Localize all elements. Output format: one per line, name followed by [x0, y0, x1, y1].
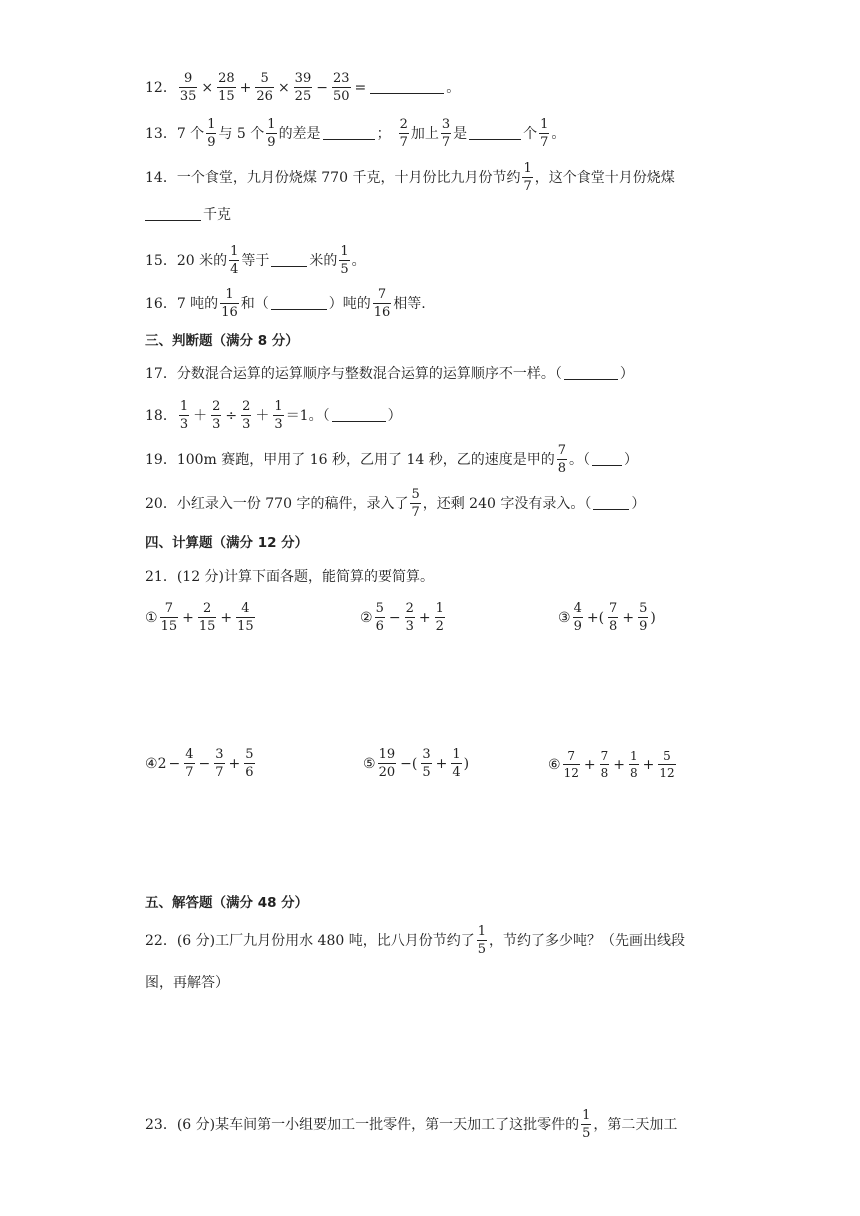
fraction: $\frac{23}{50}$ [332, 71, 350, 104]
fraction: $\frac{2}{3}$ [405, 601, 414, 634]
answer-blank[interactable] [332, 420, 386, 422]
fraction: $\frac{7}{8}$ [600, 749, 609, 780]
fraction: $\frac{1}{5}$ [582, 1108, 591, 1141]
fraction: $\frac{1}{9}$ [207, 117, 216, 150]
fraction: $\frac{39}{25}$ [294, 71, 312, 104]
fraction: $\frac{4}{9}$ [573, 601, 582, 634]
calc-item-5: ⑤ $\frac{19}{20}$ −( $\frac{3}{5}$ + $\frac{1}{4}$ ) [363, 747, 470, 780]
calc-item-3: ③ $\frac{4}{9}$ +( $\frac{7}{8}$ + $\frac{5}{9}$ ) [558, 601, 656, 634]
question-14-cont: 千克 [145, 208, 231, 222]
fraction: $\frac{3}{7}$ [441, 117, 451, 150]
fraction: $\frac{1}{5}$ [340, 244, 349, 277]
fraction: $\frac{5}{26}$ [256, 71, 273, 104]
answer-blank[interactable] [593, 508, 629, 510]
section-5-heading: 五、解答题（满分 48 分） [145, 895, 309, 911]
fraction: $\frac{5}{7}$ [411, 487, 420, 520]
fraction: $\frac{7}{8}$ [609, 601, 618, 634]
fraction: $\frac{19}{20}$ [378, 747, 396, 780]
fraction: $\frac{9}{35}$ [179, 71, 197, 104]
fraction: $\frac{2}{7}$ [399, 117, 408, 150]
answer-blank[interactable] [370, 92, 444, 94]
fraction: $\frac{5}{9}$ [639, 601, 648, 634]
answer-blank[interactable] [592, 464, 622, 466]
question-17: 17． 分数混合运算的运算顺序与整数混合运算的运算顺序不一样。（ ） [145, 366, 634, 382]
calc-item-1: ① $\frac{7}{15}$ + $\frac{2}{15}$ + $\frac{4}{15}$ [145, 601, 254, 634]
fraction: $\frac{1}{4}$ [230, 244, 239, 277]
fraction: $\frac{28}{15}$ [218, 71, 235, 104]
question-22: 22． (6 分)工厂九月份用水 480 吨，比八月份节约了 $\frac{1}{5}$ ，节约了多少吨？（先画出线段 [145, 924, 686, 957]
answer-blank[interactable] [323, 138, 375, 140]
section-3-heading: 三、判断题（满分 8 分） [145, 333, 299, 349]
question-18: 18． $\frac{1}{3}$ ＋ $\frac{2}{3}$ ÷ $\frac{2}{3}$ ＋ $\frac{1}{3}$ ＝1。（ ） [145, 399, 402, 432]
fraction: $\frac{1}{4}$ [452, 747, 461, 780]
calc-item-6: ⑥ $\frac{7}{12}$ + $\frac{7}{8}$ + $\frac{1}{8}$ + $\frac{5}{12}$ [548, 749, 675, 780]
question-14: 14． 一个食堂，九月份烧煤 770 千克，十月份比九月份节约 $\frac{1}{7}$ ，这个食堂十月份烧煤 [145, 161, 675, 194]
question-21: 21． (12 分)计算下面各题，能简算的要简算。 [145, 569, 435, 585]
fraction: $\frac{1}{16}$ [221, 287, 238, 320]
calc-item-2: ② $\frac{5}{6}$ − $\frac{2}{3}$ + $\frac{1}{2}$ [360, 601, 444, 634]
fraction: $\frac{5}{6}$ [375, 601, 384, 634]
fraction: $\frac{1}{2}$ [435, 601, 444, 634]
answer-blank[interactable] [271, 265, 307, 267]
fraction: $\frac{1}{3}$ [274, 399, 283, 432]
fraction: $\frac{2}{15}$ [198, 601, 216, 634]
fraction: $\frac{7}{16}$ [373, 287, 391, 320]
question-22-cont: 图，再解答） [145, 975, 229, 991]
calc-item-4: ④ 2 − $\frac{4}{7}$ − $\frac{3}{7}$ + $\frac{5}{6}$ [145, 747, 254, 780]
fraction: $\frac{1}{3}$ [179, 399, 189, 432]
fraction: $\frac{3}{7}$ [215, 747, 224, 780]
question-23: 23． (6 分)某车间第一小组要加工一批零件，第一天加工了这批零件的 $\frac{1}{5}$ ，第二天加工 [145, 1108, 678, 1141]
fraction: $\frac{4}{15}$ [237, 601, 254, 634]
answer-blank[interactable] [145, 219, 201, 221]
fraction: $\frac{5}{12}$ [659, 749, 675, 780]
answer-blank[interactable] [271, 308, 327, 310]
answer-blank[interactable] [564, 378, 618, 380]
fraction: $\frac{1}{5}$ [477, 924, 487, 957]
question-15: 15． 20 米的 $\frac{1}{4}$ 等于 米的 $\frac{1}{5}$ 。 [145, 244, 366, 277]
fraction: $\frac{3}{5}$ [422, 747, 431, 780]
fraction: $\frac{5}{6}$ [245, 747, 254, 780]
answer-blank[interactable] [469, 138, 521, 140]
fraction: $\frac{1}{8}$ [629, 749, 638, 780]
question-13: 13． 7 个 $\frac{1}{9}$ 与 5 个 $\frac{1}{9}$ 的差是 ； $\frac{2}{7}$ 加上 $\frac{3}{7}$ 是 个 $\frac{1}{7}$ 。 [145, 117, 566, 150]
question-19: 19． 100m 赛跑，甲用了 16 秒，乙用了 14 秒，乙的速度是甲的 $\frac{7}{8}$ 。（ ） [145, 443, 638, 476]
fraction: $\frac{7}{8}$ [557, 443, 566, 476]
section-4-heading: 四、计算题（满分 12 分） [145, 535, 309, 551]
fraction: $\frac{2}{3}$ [242, 399, 251, 432]
fraction: $\frac{7}{15}$ [160, 601, 178, 634]
question-20: 20． 小红录入一份 770 字的稿件，录入了 $\frac{5}{7}$ ，还剩 240 字没有录入。（ ） [145, 487, 646, 520]
fraction: $\frac{2}{3}$ [212, 399, 221, 432]
fraction: $\frac{4}{7}$ [185, 747, 194, 780]
question-16: 16． 7 吨的 $\frac{1}{16}$ 和（ ）吨的 $\frac{7}{16}$ 相等. [145, 287, 426, 320]
fraction: $\frac{1}{9}$ [267, 117, 276, 150]
fraction: $\frac{1}{7}$ [523, 161, 532, 194]
question-12: 12． $\frac{9}{35}$ × $\frac{28}{15}$ + $\frac{5}{26}$ × $\frac{39}{25}$ − $\frac{23}{50}$ = 。 [145, 71, 461, 104]
fraction: $\frac{7}{12}$ [563, 749, 579, 780]
fraction: $\frac{1}{7}$ [540, 117, 549, 150]
